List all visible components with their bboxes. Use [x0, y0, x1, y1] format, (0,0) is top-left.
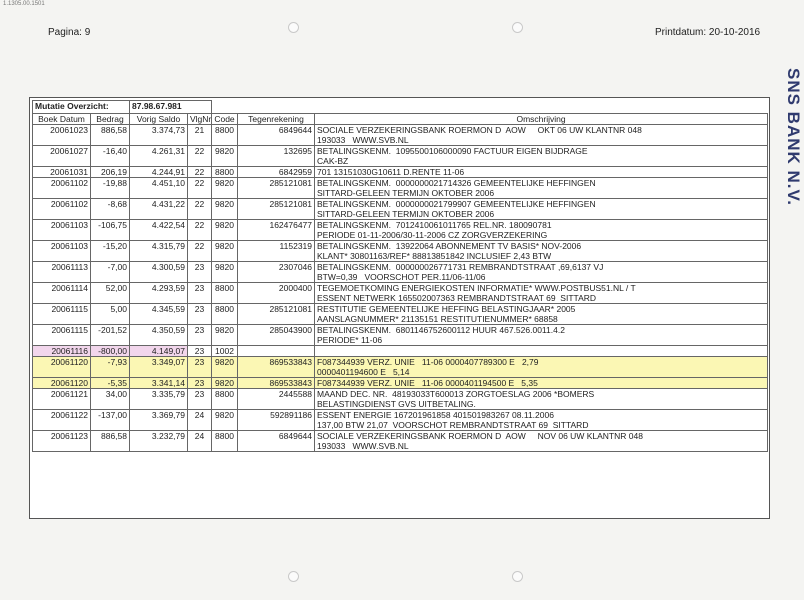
previous-balance: 4.345,59 [130, 304, 188, 325]
col-header-tegenrekening: Tegenrekening [238, 114, 315, 125]
counter-account: 869533843 [238, 357, 315, 378]
description-line: SITTARD-GELEEN TERMIJN OKTOBER 2006 [317, 209, 495, 219]
previous-balance: 3.369,79 [130, 410, 188, 431]
description-line [317, 346, 765, 356]
transaction-code: 9820 [212, 241, 238, 262]
sequence-number: 22 [188, 199, 212, 220]
description [315, 389, 768, 410]
counter-account: 6849644 [238, 125, 315, 146]
table-row [33, 262, 768, 283]
table-row [33, 325, 768, 346]
previous-balance: 3.341,14 [130, 378, 188, 389]
description [315, 304, 768, 325]
summary-label: Mutatie Overzicht: [33, 101, 130, 114]
description-line: 193033 WWW.SVB.NL [317, 135, 409, 145]
booking-date: 20061120 [33, 357, 91, 378]
booking-date: 20061027 [33, 146, 91, 167]
counter-account: 162476477 [238, 220, 315, 241]
counter-account: 592891186 [238, 410, 315, 431]
description-line: BETALINGSKENM. 0000000021799907 GEMEENTELIJKE HEFFINGEN [317, 199, 596, 209]
amount: -19,88 [91, 178, 130, 199]
description-line: F087344939 VERZ. UNIE 11-06 0000407789300 E 2,79 [317, 357, 539, 367]
booking-date: 20061031 [33, 167, 91, 178]
description-line: PERIODE* 11-06 [317, 335, 383, 345]
description-line: AANSLAGNUMMER* 21135151 RESTITUTIENUMMER* 68858 [317, 314, 558, 324]
description-line: PERIODE 01-11-2006/30-11-2006 CZ ZORGVERZEKERING [317, 230, 548, 240]
amount: -800,00 [91, 346, 130, 357]
previous-balance: 4.350,59 [130, 325, 188, 346]
transaction-code: 9820 [212, 178, 238, 199]
table-row [33, 378, 768, 389]
transaction-code: 8800 [212, 431, 238, 452]
previous-balance: 4.261,31 [130, 146, 188, 167]
col-header-bedrag: Bedrag [91, 114, 130, 125]
previous-balance: 3.349,07 [130, 357, 188, 378]
counter-account: 285121081 [238, 178, 315, 199]
sequence-number: 22 [188, 146, 212, 167]
table-row [33, 199, 768, 220]
booking-date: 20061115 [33, 304, 91, 325]
sequence-number: 23 [188, 346, 212, 357]
transaction-code: 8800 [212, 304, 238, 325]
description [315, 346, 768, 357]
counter-account: 1152319 [238, 241, 315, 262]
account-number: 87.98.67.981 [130, 101, 212, 114]
amount: 34,00 [91, 389, 130, 410]
description [315, 241, 768, 262]
column-header-row [33, 114, 768, 125]
punch-hole-icon [288, 22, 299, 33]
amount: -106,75 [91, 220, 130, 241]
amount: 5,00 [91, 304, 130, 325]
table-row [33, 167, 768, 178]
booking-date: 20061116 [33, 346, 91, 357]
booking-date: 20061120 [33, 378, 91, 389]
counter-account: 869533843 [238, 378, 315, 389]
booking-date: 20061122 [33, 410, 91, 431]
counter-account: 132695 [238, 146, 315, 167]
col-header-vorig-saldo: Vorig Saldo [130, 114, 188, 125]
table-row [33, 178, 768, 199]
punch-hole-icon [288, 571, 299, 582]
transaction-code: 9820 [212, 146, 238, 167]
sequence-number: 23 [188, 389, 212, 410]
table-row [33, 304, 768, 325]
description [315, 431, 768, 452]
page-number: Pagina: 9 [48, 27, 91, 38]
booking-date: 20061123 [33, 431, 91, 452]
sequence-number: 21 [188, 125, 212, 146]
counter-account: 2000400 [238, 283, 315, 304]
description-line: BTW=0,39 VOORSCHOT PER.11/06-11/06 [317, 272, 486, 282]
booking-date: 20061102 [33, 199, 91, 220]
description [315, 146, 768, 167]
table-row [33, 410, 768, 431]
amount: -5,35 [91, 378, 130, 389]
sequence-number: 22 [188, 178, 212, 199]
transaction-code: 9820 [212, 199, 238, 220]
counter-account [238, 346, 315, 357]
previous-balance: 3.232,79 [130, 431, 188, 452]
booking-date: 20061102 [33, 178, 91, 199]
description-line: KLANT* 30801163/REF* 88813851842 INCLUSIEF 2,43 BTW [317, 251, 552, 261]
table-row [33, 146, 768, 167]
description [315, 283, 768, 304]
description-line: CAK-BZ [317, 156, 349, 166]
description-line: SOCIALE VERZEKERINGSBANK ROERMON D AOW OKT 06 UW KLANTNR 048 [317, 125, 642, 135]
amount: 886,58 [91, 125, 130, 146]
table-row [33, 241, 768, 262]
table-row [33, 283, 768, 304]
transaction-code: 9820 [212, 357, 238, 378]
table-row [33, 431, 768, 452]
previous-balance: 3.374,73 [130, 125, 188, 146]
transaction-code: 8800 [212, 283, 238, 304]
description [315, 199, 768, 220]
booking-date: 20061023 [33, 125, 91, 146]
description-line: TEGEMOETKOMING ENERGIEKOSTEN INFORMATIE* WWW.POSTBUS51.NL / T [317, 283, 636, 293]
description-line: 0000401194600 E 5,14 [317, 367, 410, 377]
sequence-number: 22 [188, 220, 212, 241]
booking-date: 20061103 [33, 220, 91, 241]
summary-row [33, 101, 768, 114]
transaction-code: 8800 [212, 167, 238, 178]
table-row [33, 357, 768, 378]
transaction-code: 8800 [212, 389, 238, 410]
transaction-code: 9820 [212, 325, 238, 346]
counter-account: 285121081 [238, 304, 315, 325]
description-line: BETALINGSKENM. 7012410061011765 REL.NR. 180090781 [317, 220, 552, 230]
sequence-number: 24 [188, 410, 212, 431]
sequence-number: 23 [188, 283, 212, 304]
description [315, 178, 768, 199]
amount: -16,40 [91, 146, 130, 167]
bank-logo: SNS BANK N.V. [784, 68, 803, 207]
counter-account: 285043900 [238, 325, 315, 346]
description [315, 220, 768, 241]
previous-balance: 4.422,54 [130, 220, 188, 241]
booking-date: 20061114 [33, 283, 91, 304]
sequence-number: 22 [188, 167, 212, 178]
counter-account: 6849644 [238, 431, 315, 452]
amount: -7,00 [91, 262, 130, 283]
punch-hole-icon [512, 571, 523, 582]
amount: 886,58 [91, 431, 130, 452]
booking-date: 20061121 [33, 389, 91, 410]
description [315, 410, 768, 431]
transaction-code: 8800 [212, 125, 238, 146]
amount: -15,20 [91, 241, 130, 262]
booking-date: 20061113 [33, 262, 91, 283]
amount: 206,19 [91, 167, 130, 178]
counter-account: 2307046 [238, 262, 315, 283]
booking-date: 20061103 [33, 241, 91, 262]
description-line: 137,00 BTW 21,07 VOORSCHOT REMBRANDTSTRAAT 69 SITTARD [317, 420, 589, 430]
sequence-number: 23 [188, 262, 212, 283]
description [315, 167, 768, 178]
description-line: RESTITUTIE GEMEENTELIJKE HEFFING BELASTINGJAAR* 2005 [317, 304, 576, 314]
col-header-code: Code [212, 114, 238, 125]
previous-balance: 4.431,22 [130, 199, 188, 220]
sequence-number: 22 [188, 241, 212, 262]
previous-balance: 4.293,59 [130, 283, 188, 304]
description-line: BETALINGSKENM. 0000000021714326 GEMEENTELIJKE HEFFINGEN [317, 178, 596, 188]
transaction-code: 9820 [212, 410, 238, 431]
counter-account: 2445588 [238, 389, 315, 410]
description-line: 701 13151030G10611 D.RENTE 11-06 [317, 167, 465, 177]
description-line: MAAND DEC. NR. 48193033T600013 ZORGTOESLAG 2006 *BOMERS [317, 389, 595, 399]
description-line: BETALINGSKENM. 1095500106000090 FACTUUR EIGEN BIJDRAGE [317, 146, 588, 156]
punch-hole-icon [512, 22, 523, 33]
amount: -8,68 [91, 199, 130, 220]
previous-balance: 4.315,79 [130, 241, 188, 262]
counter-account: 285121081 [238, 199, 315, 220]
sequence-number: 23 [188, 325, 212, 346]
description [315, 325, 768, 346]
counter-account: 6842959 [238, 167, 315, 178]
description-line: BELASTINGDIENST GVS UITBETALING. [317, 399, 476, 409]
sequence-number: 24 [188, 431, 212, 452]
previous-balance: 3.335,79 [130, 389, 188, 410]
description [315, 357, 768, 378]
transactions-table [32, 100, 768, 452]
description-line: BETALINGSKENM. 6801146752600112 HUUR 467.526.0011.4.2 [317, 325, 565, 335]
amount: 52,00 [91, 283, 130, 304]
amount: -137,00 [91, 410, 130, 431]
description-line: F087344939 VERZ. UNIE 11-06 0000401194500 E 5,35 [317, 378, 538, 388]
description-line: 193033 WWW.SVB.NL [317, 441, 409, 451]
description-line: BETALINGSKENM. 13922064 ABONNEMENT TV BASIS* NOV-2006 [317, 241, 582, 251]
description [315, 378, 768, 389]
sequence-number: 23 [188, 304, 212, 325]
table-row [33, 125, 768, 146]
table-row [33, 220, 768, 241]
col-header-omschrijving: Omschrijving [315, 114, 768, 125]
col-header-vlgnr: VlgNr [188, 114, 212, 125]
description-line: ESSENT NETWERK 165502007363 REMBRANDTSTRAAT 69 SITTARD [317, 293, 597, 303]
transaction-code: 9820 [212, 220, 238, 241]
previous-balance: 4.149,07 [130, 346, 188, 357]
transaction-code: 9820 [212, 262, 238, 283]
scan-id: 1.1305.00.1501 [3, 1, 45, 7]
table-row [33, 389, 768, 410]
description [315, 125, 768, 146]
sequence-number: 23 [188, 357, 212, 378]
booking-date: 20061115 [33, 325, 91, 346]
amount: -201,52 [91, 325, 130, 346]
description-line: BETALINGSKENM. 000000026771731 REMBRANDTSTRAAT ,69,6137 VJ [317, 262, 604, 272]
amount: -7,93 [91, 357, 130, 378]
sequence-number: 23 [188, 378, 212, 389]
print-date: Printdatum: 20-10-2016 [655, 27, 761, 38]
col-header-boek-datum: Boek Datum [33, 114, 91, 125]
transaction-code: 1002 [212, 346, 238, 357]
description-line: SOCIALE VERZEKERINGSBANK ROERMON D AOW NOV 06 UW KLANTNR 048 [317, 431, 643, 441]
previous-balance: 4.451,10 [130, 178, 188, 199]
description [315, 262, 768, 283]
description-line: SITTARD-GELEEN TERMIJN OKTOBER 2006 [317, 188, 495, 198]
previous-balance: 4.300,59 [130, 262, 188, 283]
description-line: ESSENT ENERGIE 167201961858 401501983267 08.11.2006 [317, 410, 554, 420]
transaction-code: 9820 [212, 378, 238, 389]
previous-balance: 4.244,91 [130, 167, 188, 178]
table-row [33, 346, 768, 357]
